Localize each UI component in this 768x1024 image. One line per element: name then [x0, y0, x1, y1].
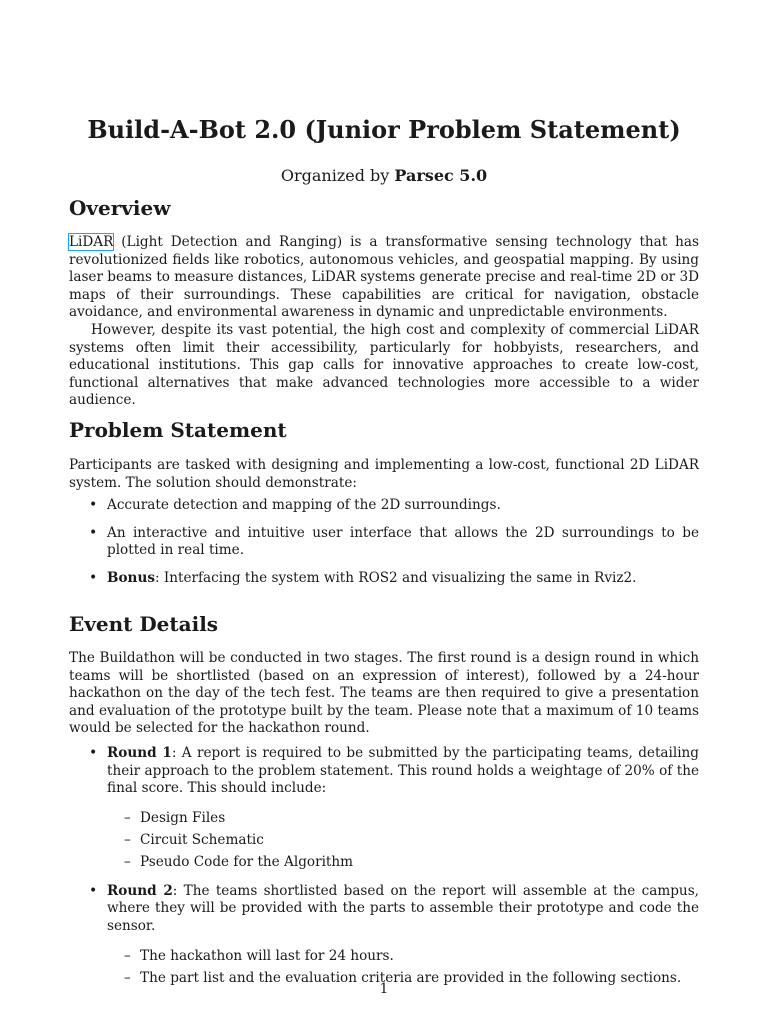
list-item [69, 883, 699, 989]
list-item [69, 745, 699, 873]
sub-list-item: – The part list and the evaluation criteria are provided in the following sections. [107, 967, 699, 989]
list-item [69, 497, 699, 515]
overview-paragraph-2: However, despite its vast potential, the high cost and complexity of commercial LiDAR systems often limit their accessibility, particularly for hobbyists, researchers, and educational institutions. This gap calls for innovative approaches to create low-cost, functional alternatives that make advanced technologies more accessible to a wider audience. [69, 322, 699, 409]
document-title: Build-A-Bot 2.0 (Junior Problem Statement) [87, 115, 681, 144]
problem-requirements-list [69, 497, 699, 597]
round-2-text: : The teams shortlisted based on the report will assemble at the campus, where they will be provided with the parts to assemble their prototype and code the sensor. [107, 882, 699, 934]
organizer-line [69, 165, 699, 187]
list-item [69, 525, 699, 560]
event-rounds-list [69, 745, 699, 999]
organizer-name: Parsec 5.0 [394, 166, 488, 185]
problem-statement-heading: Problem Statement [69, 418, 287, 442]
overview-heading: Overview [69, 196, 171, 220]
lidar-link[interactable]: LiDAR [69, 234, 114, 250]
page-number: 1 [379, 981, 389, 997]
overview-paragraph-1-text: (Light Detection and Ranging) is a transformative sensing technology that has revolutionized fields like robotics, autonomous vehicles, and geospatial mapping. By using laser beams to measure distances, LiDAR systems generate precise and real-time 2D or 3D maps of their surroundings. These capabilities are critical for navigation, obstacle avoidance, and environmental awareness in dynamic and unpredictable environments. [69, 234, 700, 321]
list-item-text: Accurate detection and mapping of the 2D surroundings. [107, 497, 501, 513]
sub-list-item: – Design Files [107, 807, 699, 829]
list-item-text: An interactive and intuitive user interface that allows the 2D surroundings to be plotted in real time. [107, 524, 699, 559]
round-1-sublist [107, 807, 699, 873]
round-1-text: : A report is required to be submitted by the participating teams, detailing their approach to the problem statement. This round holds a weightage of 20% of the final score. This should include: [107, 745, 700, 797]
overview-paragraph-1 [69, 234, 699, 322]
round-2-label: Round 2 [107, 882, 173, 899]
list-item-text: : Interfacing the system with ROS2 and visualizing the same in Rviz2. [154, 569, 637, 586]
problem-statement-intro: Participants are tasked with designing and implementing a low-cost, functional 2D LiDAR system. The solution should demonstrate: [69, 457, 699, 491]
event-details-heading: Event Details [69, 612, 219, 636]
sub-list-item: – Pseudo Code for the Algorithm [107, 851, 699, 873]
sub-list-item: – Circuit Schematic [107, 829, 699, 851]
organized-by-prefix: Organized by [280, 166, 395, 185]
event-details-intro: The Buildathon will be conducted in two stages. The first round is a design round in which teams will be shortlisted (based on an expression of interest), followed by a 24-hour hackathon on the day of the tech fest. The teams are then required to give a presentation and evaluation of the prototype built by the team. Please note that a maximum of 10 teams would be selected for the hackathon round. [69, 650, 699, 737]
list-item [69, 570, 699, 588]
round-1-label: Round 1 [107, 745, 172, 761]
bonus-label: Bonus [107, 569, 155, 586]
sub-list-item: – The hackathon will last for 24 hours. [107, 945, 699, 967]
